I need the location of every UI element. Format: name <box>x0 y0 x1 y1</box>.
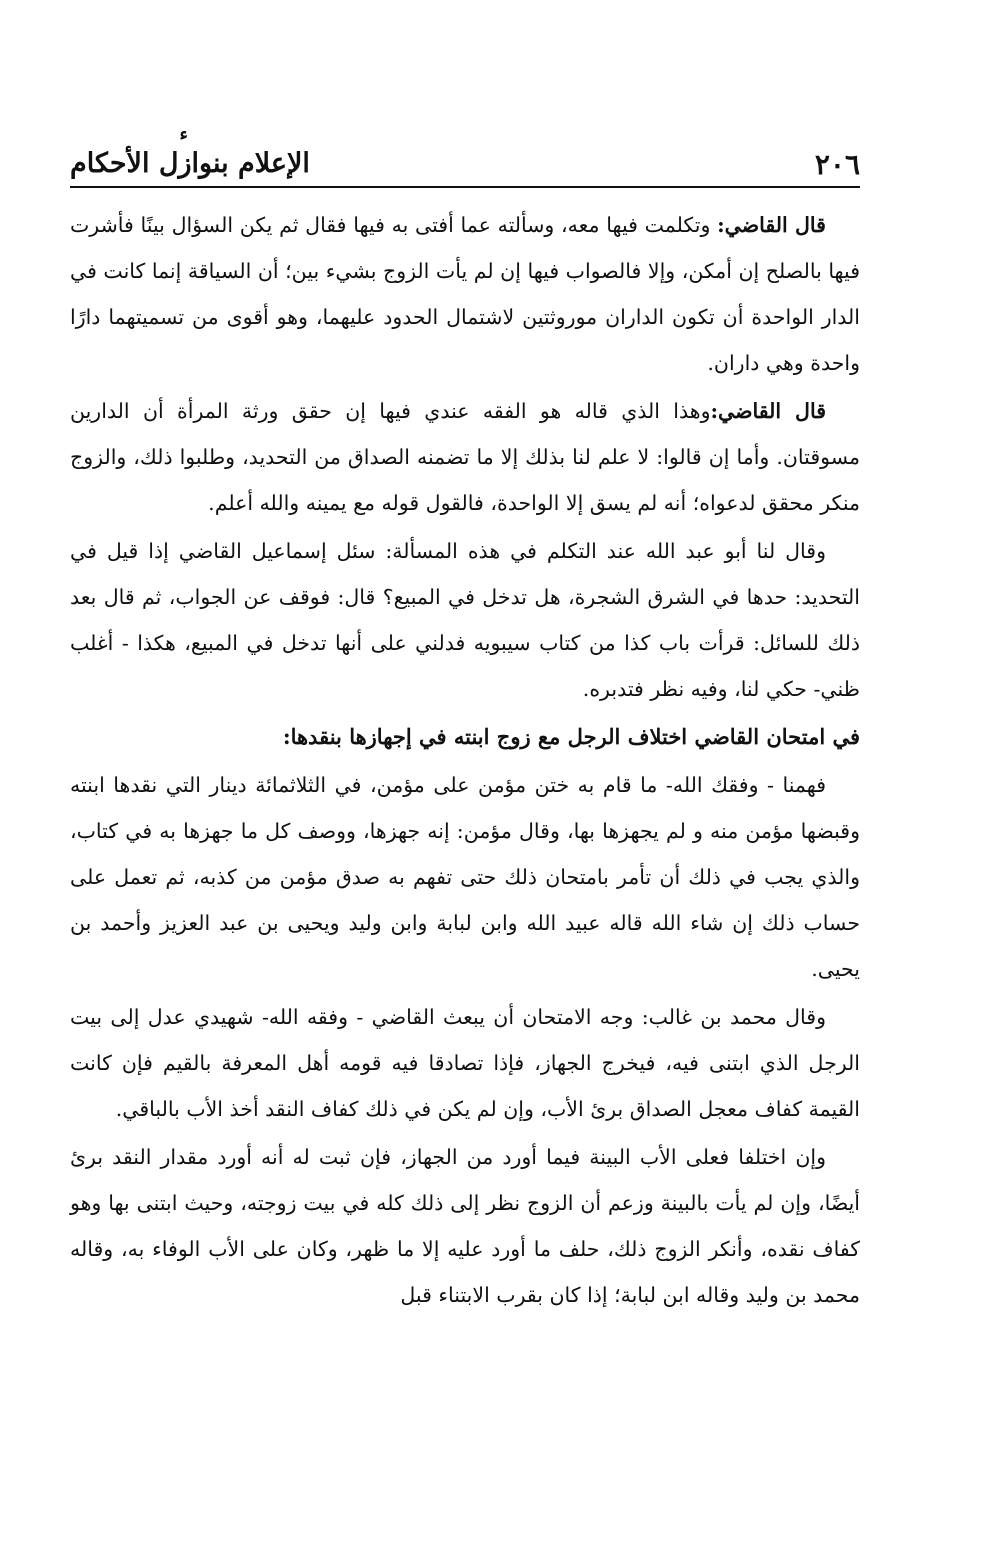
paragraph-text: وقال محمد بن غالب: وجه الامتحان أن يبعث القاضي - وفقه الله- شهيدي عدل إلى بيت الرجل الذي ابتنى فيه، فيخرج الجهاز، فإذا تصادقا فيه قومه أهل المعرفة بالقيم فإن كانت القيمة كفاف معجل الصداق برئ الأب، وإن لم يكن في ذلك كفاف النقد أخذ الأب بالباقي. <box>70 1005 860 1121</box>
paragraph <box>70 1134 860 1318</box>
section-heading: في امتحان القاضي اختلاف الرجل مع زوج ابنته في إجهازها بنقدها: <box>282 724 860 749</box>
page-number: ٢٠٦ <box>814 148 860 181</box>
speaker-label: قال القاضي: <box>710 399 826 423</box>
page-body <box>70 202 860 1318</box>
paragraph-text: فهمنا - وفقك الله- ما قام به ختن مؤمن على مؤمن، في الثلاثمائة دينار التي نقدها ابنته وقبضها مؤمن منه و لم يجهزها بها، وقال مؤمن: إنه جهزها، ووصف كل ما جهزها به في كتاب، والذي يجب في ذلك أن تأمر بامتحان ذلك حتى تفهم به صدق مؤمن من كذبه، ثم تعمل على حساب ذلك إن شاء الله قاله عبيد الله وابن لبابة وابن وليد ويحيى بن عبد العزيز وأحمد بن يحيى. <box>70 773 860 981</box>
paragraph-text: وقال لنا أبو عبد الله عند التكلم في هذه المسألة: سئل إسماعيل القاضي إذا قيل في التحديد: حدها في الشرق الشجرة، هل تدخل في المبيع؟ قال: فوقف عن الجواب، ثم قال بعد ذلك للسائل: قرأت باب كذا من كتاب سيبويه فدلني على أنها تدخل في المبيع، هكذا - أغلب ظني- حكي لنا، وفيه نظر فتدبره. <box>70 539 860 701</box>
book-page <box>70 124 860 1320</box>
paragraph-text: وتكلمت فيها معه، وسألته عما أفتى به فيها فقال ثم يكن السؤال بينًا فأشرت فيها بالصلح إن أمكن، وإلا فالصواب فيها إن لم يأت الزوج بشيء بين؛ أن السياقة إنما كانت في الدار الواحدة أن تكون الداران موروثتين لاشتمال الحدود عليهما، وهو أقوى من تسميتهما دارًا واحدة وهي داران. <box>70 213 860 375</box>
speaker-label: قال القاضي: <box>717 213 826 237</box>
running-title: الإعلام بنوازل الأحكام <box>70 148 310 179</box>
paragraph-text: وإن اختلفا فعلى الأب البينة فيما أورد من الجهاز، فإن ثبت له أنه أورد مقدار النقد برئ أيضًا، وإن لم يأت بالبينة وزعم أن الزوج نظر إلى ذلك كله في بيت زوجته، وحيث ابتنى بها وهو كفاف نقده، وأنكر الزوج ذلك، حلف ما أورد عليه إلا ما ظهر، وكان على الأب الوفاء به، وقاله محمد بن وليد وقاله ابن لبابة؛ إذا كان بقرب الابتناء قبل <box>70 1145 860 1307</box>
paragraph-text: وهذا الذي قاله هو الفقه عندي فيها إن حقق ورثة المرأة أن الدارين مسوقتان. وأما إن قالوا: لا علم لنا بذلك إلا ما تضمنه الصداق من التحديد، وطلبوا ذلك، والزوج منكر محقق لدعواه؛ أنه لم يسق إلا الواحدة، فالقول قوله مع يمينه والله أعلم. <box>70 399 860 515</box>
paragraph <box>70 762 860 992</box>
paragraph <box>70 528 860 712</box>
paragraph <box>70 388 860 526</box>
paragraph <box>70 202 860 386</box>
page-header <box>70 124 860 188</box>
header-mark: ء <box>179 124 188 145</box>
paragraph <box>70 994 860 1132</box>
